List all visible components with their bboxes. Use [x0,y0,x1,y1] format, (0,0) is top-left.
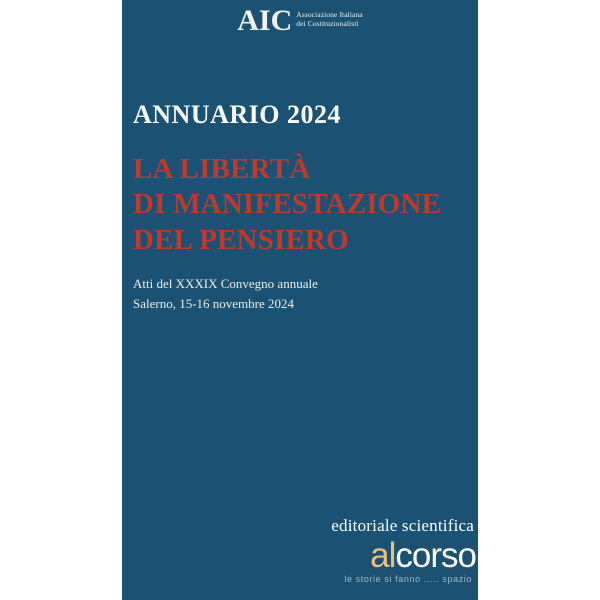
imprint-first-part: al [370,536,396,575]
book-cover [122,0,478,600]
aic-logo-wordmark [296,6,362,28]
aic-logo-line2: dei Costituzionalisti [296,18,359,28]
series-title: ANNUARIO 2024 [133,100,341,129]
book-title-line-1: LA LIBERTÀ [133,153,311,185]
publisher-imprint-logo [122,538,476,573]
book-title-line-3: DEL PENSIERO [133,223,349,256]
imprint-second-part: corso [395,536,476,575]
book-title-line-2: DI MANIFESTAZIONE [133,188,442,221]
aic-logo-line1: Associazione Italiana [296,10,363,19]
publisher-tagline: le storie si fanno ..... spazio [344,574,472,584]
aic-logo-mark: AIC [237,4,293,37]
book-subtitle-line-2: Salerno, 15-16 novembre 2024 [133,296,295,312]
book-title [133,152,463,258]
book-subtitle [133,274,453,314]
aic-logo [237,6,362,39]
publisher-block [122,516,478,584]
book-subtitle-line-1: Atti del XXXIX Convegno annuale [133,276,318,291]
publisher-name: editoriale scientifica [331,516,474,535]
